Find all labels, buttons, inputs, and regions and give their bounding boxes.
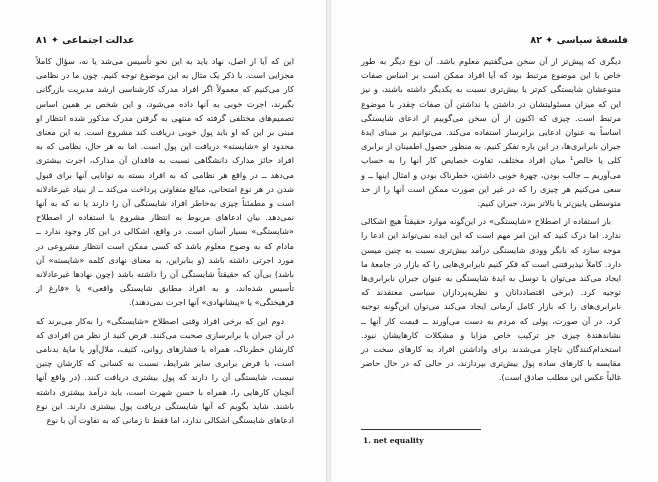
right-page-header: ۸۲ ✦ فلسفهٔ سیاسی	[530, 35, 628, 46]
footnote: 1. net equality	[363, 436, 424, 445]
left-page-body	[36, 54, 294, 427]
right-page-body	[361, 54, 621, 385]
left-paragraph-2: دوم این که برخی افراد وقتی اصطلاح «شایستگی» را به‌کار می‌برند که در آن جبران یا برابرسازی صحبت می‌کنند. فرض کنید از نظر من افرادی که کارشان خطرناک، همراه با فشارهای روانی، کثیف، ملال‌آور یا مایهٔ بدنامی است، با فرض برابری سایر شرایط، نسبت به کسانی که کارشان چنین نیست، شایستگی آن را دارند که پول بیشتری دریافت کنند. (در واقع آنها آنچنان کارهایی را، همراه با حسن شهرت است، باید درآمد بیشتری داشته باشند. شاید بگویم که آنها شایستگی دریافت پول بیشتری دارند. این نوع ادعاهای شایستگی اشکالی ندارد، اما فقط تا زمانی که به تفاوت آن با نوع	[36, 315, 294, 426]
left-page-header: عدالت اجتماعی ✦ ۸۱	[36, 35, 135, 46]
right-paragraph-2: باز استفاده از اصطلاح «شایستگی» در این‌گونه موارد حقیقتاً هیچ اشکالی ندارد. اما درک کنید که این امر مهم است که این ایده نمی‌تواند این ادعا را موجه سازد که نابگر وودی شایستگی درآمد بیش‌تری نسبت به چنین میسن دارد. کاملاً نیذیرفتنی است که فکر کنیم نابرابری‌هایی را که بازار در جامعهٔ ما ایجاد می‌کند می‌توان با توسل به ایدهٔ شایستگی به عنوان جبران نابرابری‌ها توجیه کرد. (برخی اقتصاددانان و نظریه‌پردازان سیاسی معتقدند که نابرابری‌های را که بازار کامل آرمانی ایجاد می‌کند می‌توان این‌گونه توجیه کرد. در آن صورت، پولی که مردم به دست می‌آورند ــ قیمت کار آنها ــ نشاندهندهٔ چیزی جز ترکیب خاص مزایا و مشکلات کارهایشان نبود. استخدام‌کنندگان ناچار می‌شدند برای واداشتن افراد به کارهای سخت در مقایسه با کارهای ساده پول بیش‌تری بپردازند، در حالی که در حال حاضر غالباً عکس این مطلب صادق است).	[361, 216, 621, 383]
right-page	[331, 0, 658, 482]
left-page	[0, 0, 326, 482]
footnote-divider	[361, 429, 481, 430]
right-paragraph-1: دیگری که پیش‌تر از آن سخن می‌گفتیم معلوم باشد. آن نوع دیگر به طور خاص با این موضوع مرتبط بود که آیا افراد ممکن است بر اساس صفات متنوعشان شایستگی کم‌تر یا بیش‌تری نسبت به یکدیگر داشته باشند، و نیز این که میزان مسئولیتشان در داشتن یا نداشتن آن صفات چقدر با موضوع مرتبط است. چیزی که اکنون از آن سخن می‌گوییم از ادعای شایستگی اساساً به عنوان ادعایی برابرساز استفاده می‌کند. می‌توانیم بر مبنای ایدهٔ جبران نابرابری‌ها، در این باره تفکر کنیم. به منظور حصول اطمینان از برابری کلی یا خالص¹ میان افراد مختلف، تفاوت خصایص کار آنها را به حساب می‌آوریم ــ جالب بودن، چهرهٔ خوبی داشتن، خطرناک بودن و امثال اینها ــ و سعی می‌کنیم هر چیزی را که در غیر این صورت ممکن است آنها را از حد متوسطی پایین‌تر یا بالاتر ببرد، جبران کنیم.	[361, 56, 621, 209]
left-paragraph-1: این که آیا از اصل، نهاد باید به این نحو تأسیس می‌شد یا نه، سؤال کاملاً مجزایی است. با ذکر یک مثال به این موضوع توجه کنیم. چون ما در نظامی کار می‌کنیم که معمولاً اگر افراد مدرک کارشناسی ارشد مدیریت بازرگانی بگیرند، اجرت خوبی به آنها داده می‌شود، و این شخص بر همین اساس تصمیم‌های مختلفی گرفته که منتهی به گرفتن مدرک مذکور شده انتظار او مبنی بر این که او باید پول خوبی دریافت کند مشروع است. به این معنای محدود او «شایسته» دریافت این پول است. اما به هر حال، نظامی که به افراد حائز مدارک دانشگاهی نسبت به فاقدان آن مدارک، اجرت بیشتری می‌دهد ــ در واقع هر نظامی که به افراد بسته به توانایی آنها برای قبول شدن در هر نوع امتحانی، مبالغ متفاوتی پرداخت می‌کند ــ از بنیاد غیرعادلانه است و مطمئناً چیزی به‌خاطر افراد شایستگی آن را دارند یا نه که به آنها نمی‌دهد. بیان ادعاهای مربوط به انتظار مشروع با استفاده از اصطلاح «شایستگی» بسیار آسان است. در واقع، اشکالی در این کار وجود ندارد ــ مادام که به وضوح معلوم باشد که کسی ممکن است انتظار مشروعی در مورد اجرتی داشته باشد (و بنابراین، به معنای نهادی کلمه «شایسته» آن باشد) بی‌آن که حقیقتاً شایستگی آن را داشته باشد (چون نهادها غیرعادلانه تأسیس شده‌اند، و به افراد مطابق شایستگی واقعی» یا «فارغ از فرهیختگی» یا «پیشانهادی» آنها اجرت نمی‌دهند).	[36, 56, 294, 308]
